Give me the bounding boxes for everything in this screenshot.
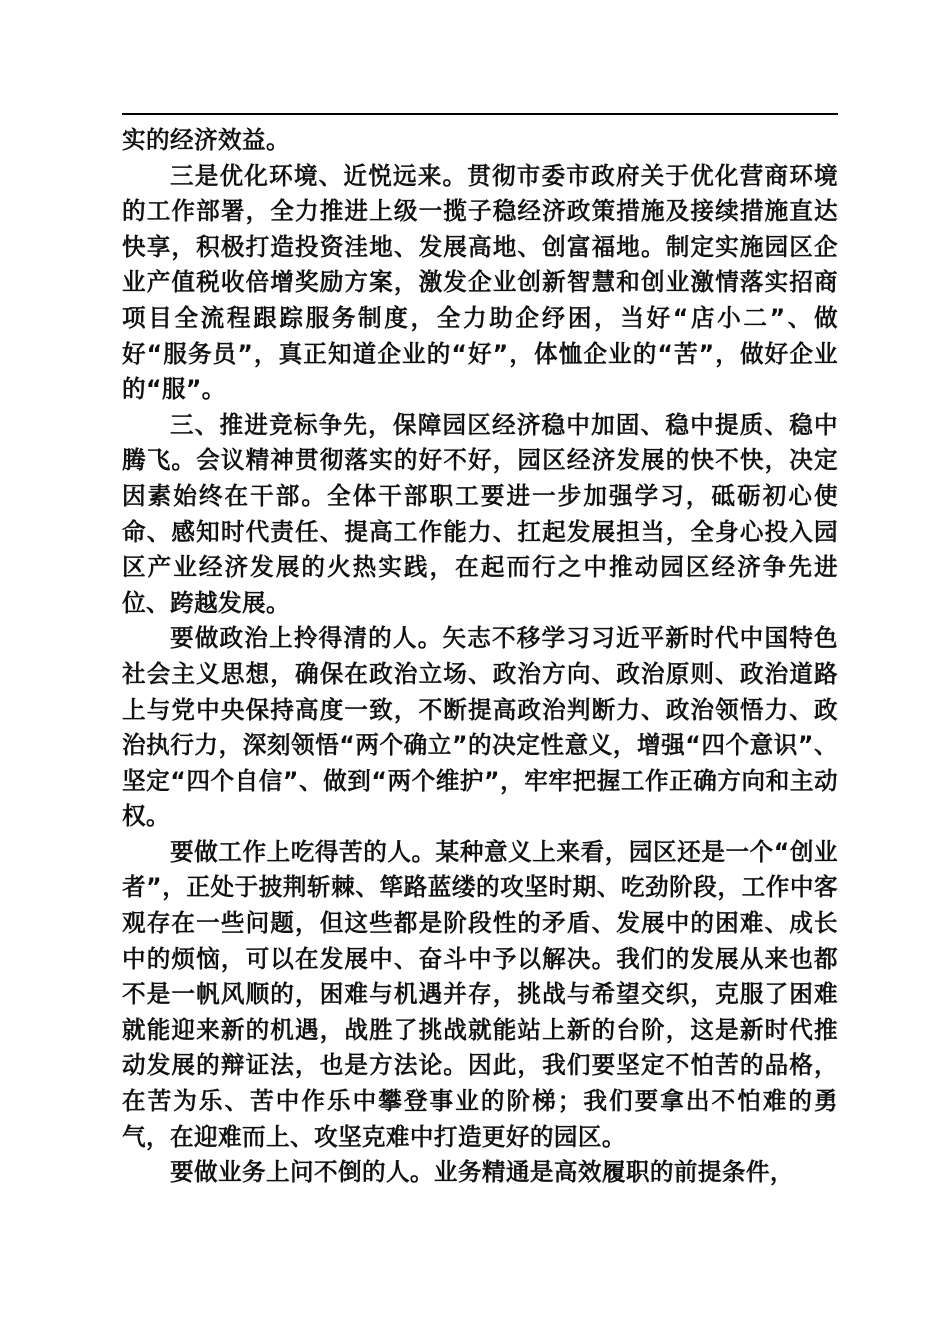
paragraph-continuation: 实的经济效益。 xyxy=(122,126,290,154)
paragraph-professional: 要做业务上问不倒的人。业务精通是高效履职的前提条件， xyxy=(170,1158,794,1187)
paragraph-optimize-environment: 三是优化环境、近悦远来。贯彻市委市政府关于优化营商环境的工作部署，全力推进上级一揽子稳经济政策措施及接续措施直达快享，积极打造投资洼地、发展高地、创富福地。制定实施园区企业产值税收倍增奖励方案，激发企业创新智慧和创业激情落实招商项目全流程跟踪服务制度，全力助企纾困，当好“店小二”、做好“服务员”，真正知道企业的“好”，体恤企业的“苦”，做好企业的“服”。 xyxy=(122,161,838,404)
header-rule xyxy=(122,113,838,115)
paragraph-political: 要做政治上拎得清的人。矢志不移学习习近平新时代中国特色社会主义思想，确保在政治立场、政治方向、政治原则、政治道路上与党中央保持高度一致，不断提高政治判断力、政治领悟力、政治执行力，深刻领悟“两个确立”的决定性意义，增强“四个意识”、坚定“四个自信”、做到“两个维护”，牢牢把握工作正确方向和主动权。 xyxy=(122,624,838,831)
document-body xyxy=(122,123,838,1191)
paragraph-section-three: 三、推进竞标争先，保障园区经济稳中加固、稳中提质、稳中腾飞。会议精神贯彻落实的好不好，园区经济发展的快不快，决定因素始终在干部。全体干部职工要进一步加强学习，砥砺初心使命、感知时代责任、提高工作能力、扛起发展担当，全身心投入园区产业经济发展的火热实践，在起而行之中推动园区经济争先进位、跨越发展。 xyxy=(122,410,838,617)
paragraph-hardship: 要做工作上吃得苦的人。某种意义上来看，园区还是一个“创业者”，正处于披荆斩棘、筚路蓝缕的攻坚时期、吃劲阶段，工作中客观存在一些问题，但这些都是阶段性的矛盾、发展中的困难、成长中的烦恼，可以在发展中、奋斗中予以解决。我们的发展从来也都不是一帆风顺的，困难与机遇并存，挑战与希望交织，克服了困难就能迎来新的机遇，战胜了挑战就能站上新的台阶，这是新时代推动发展的辩证法，也是方法论。因此，我们要坚定不怕苦的品格，在苦为乐、苦中作乐中攀登事业的阶梯；我们要拿出不怕难的勇气，在迎难而上、攻坚克难中打造更好的园区。 xyxy=(122,837,838,1151)
